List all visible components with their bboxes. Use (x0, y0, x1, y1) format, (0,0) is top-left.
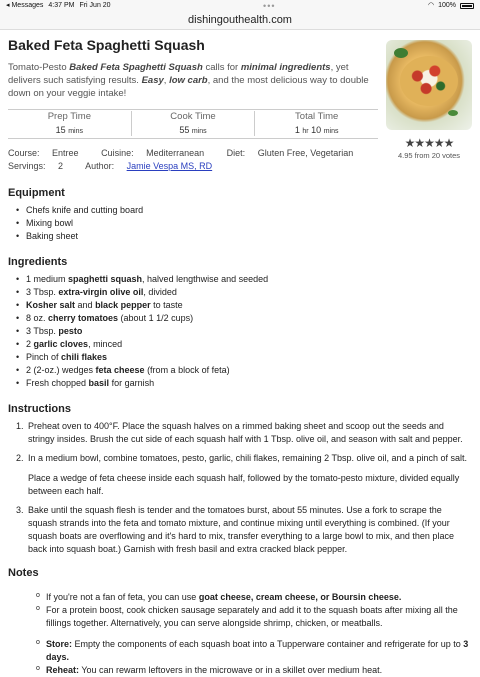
recipe-card (0, 30, 480, 677)
instruction-step: 1. Preheat oven to 400°F. Place the squash halves on a rimmed baking sheet and scoop out the seeds and stringy insides. Brush the cut side of each squash half with 1 Tbsp. olive oil, and season with salt and pepper. (16, 420, 463, 444)
total-time: Total Time 1 hr 10 mins (294, 111, 339, 135)
diet: Diet: Gluten Free, Vegetarian (226, 147, 354, 158)
back-to-messages-link[interactable]: ◂ Messages (6, 2, 44, 10)
battery-icon (460, 3, 474, 9)
rating-votes: 4.95 from 20 votes (397, 151, 461, 161)
list-item: • Baking sheet (16, 230, 472, 243)
cuisine: Cuisine: Mediterranean (101, 147, 205, 158)
wifi-icon: ◠ (427, 2, 435, 10)
list-item: • 3 Tbsp. pesto (16, 325, 472, 338)
note-item: o If you're not a fan of feta, you can use goat cheese, cream cheese, or Boursin cheese. (36, 591, 472, 604)
recipe-hero (386, 40, 472, 161)
course: Course: Entree (8, 147, 79, 158)
list-item: • 1 medium spaghetti squash, halved lengthwise and seeded (16, 273, 472, 286)
multitask-dots-icon[interactable]: ••• (263, 0, 276, 11)
instruction-step: 3. Bake until the squash flesh is tender and the tomatoes burst, about 55 minutes. Use a fork to scrape the squash strands into the feta and tomato mixture, and continue mixing until everything is combined. (If your squash boats are overflowing and it's hard to mix, transfer everything to a large bowl to mix, and then place back into squash boat.) Garnish with fresh basil and extra cracked black pepper. (16, 505, 454, 555)
prep-time: Prep Time 15 mins (8, 111, 132, 136)
ingredients-list (8, 273, 472, 390)
cook-time: Cook Time 55 mins (132, 111, 256, 136)
author: Author: Jamie Vespa MS, RD (85, 161, 213, 172)
list-item: • 2 garlic cloves, minced (16, 338, 472, 351)
list-item: • Kosher salt and black pepper to taste (16, 299, 472, 312)
address-bar[interactable] (0, 12, 480, 30)
instruction-step: 2. In a medium bowl, combine tomatoes, pesto, garlic, chili flakes, remaining 2 Tbsp. olive oil, and a pinch of salt. Place a wedge of feta cheese inside each squash half, followed by the tomato-pesto mixture, divided equally between each half. (16, 452, 468, 497)
rating-stars-icon[interactable]: ★★★★★ (404, 136, 454, 150)
note-item: o For a protein boost, cook chicken sausage separately and add it to the squash boats after mixing all the fillings together. Alternatively, you can serve alongside shrimp, chicken, or meatballs. (36, 604, 472, 630)
instructions-heading: Instructions (8, 403, 71, 416)
recipe-photo (386, 40, 472, 130)
list-item: • 2 (2-oz.) wedges feta cheese (from a block of feta) (16, 364, 472, 377)
battery-percent: 100% (438, 2, 456, 10)
status-bar (0, 0, 480, 12)
list-item: • Pinch of chili flakes (16, 351, 472, 364)
notes-heading: Notes (8, 567, 39, 580)
ingredients-heading: Ingredients (8, 255, 68, 268)
list-item: • Mixing bowl (16, 217, 472, 230)
notes-list (8, 591, 472, 677)
url-text: dishingouthealth.com (188, 14, 292, 27)
date: Fri Jun 20 (79, 2, 111, 10)
recipe-title: Baked Feta Spaghetti Squash (8, 37, 205, 53)
note-item: o Reheat: You can rewarm leftovers in the microwave or in a skillet over medium heat. (36, 664, 472, 677)
servings: Servings: 2 (8, 161, 64, 172)
clock: 4:37 PM (48, 2, 75, 10)
list-item: • 3 Tbsp. extra-virgin olive oil, divided (16, 286, 472, 299)
equipment-list (8, 204, 472, 243)
note-item: o Store: Empty the components of each squash boat into a Tupperware container and refrigerate for up to 3 days. (36, 638, 472, 664)
recipe-times (8, 109, 378, 139)
list-item: • Fresh chopped basil for garnish (16, 377, 472, 390)
instructions-list (8, 420, 472, 556)
equipment-heading: Equipment (8, 186, 65, 199)
recipe-intro: Tomato-Pesto Baked Feta Spaghetti Squash calls for minimal ingredients, yet delivers such satisfying results. Easy, low carb, and the most delicious way to double down on your veggie intake! (8, 61, 369, 100)
list-item: • Chefs knife and cutting board (16, 204, 472, 217)
list-item: • 8 oz. cherry tomatoes (about 1 1/2 cups) (16, 312, 472, 325)
author-link[interactable]: Jamie Vespa MS, RD (126, 161, 213, 172)
